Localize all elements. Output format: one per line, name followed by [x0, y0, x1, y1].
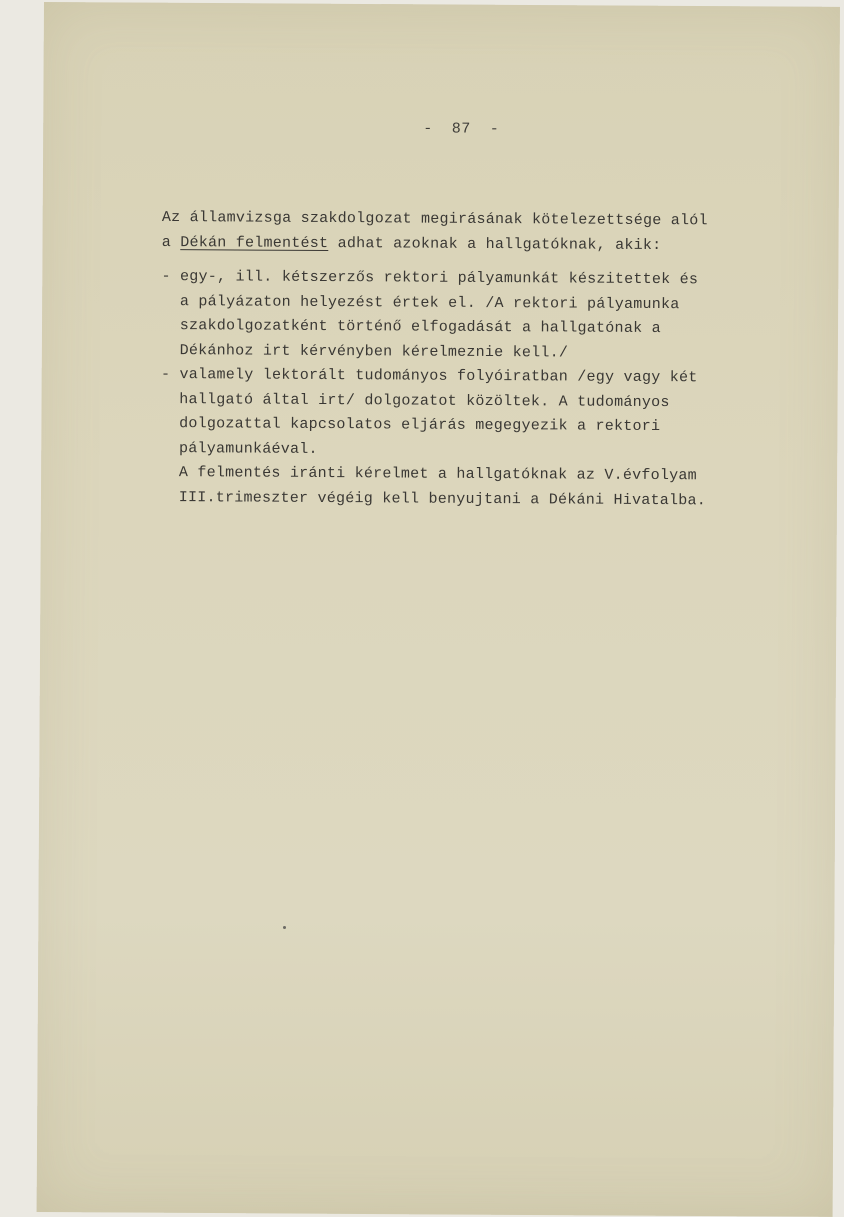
intro-line-2-suffix: adhat azoknak a hallgatóknak, akik: — [337, 234, 662, 254]
item-1-line-2: a pályázaton helyezést értek el. /A rektori pályamunka — [161, 292, 680, 313]
item-1-line-1: - egy-, ill. kétszerzős rektori pályamunkát készitettek és — [161, 267, 699, 289]
item-2-line-4: pályamunkáéval. — [160, 439, 318, 458]
item-2-line-2: hallgató által irt/ dolgozatot közöltek. A tudományos — [160, 390, 670, 411]
intro-line-2-prefix: a — [161, 233, 172, 251]
ink-speck — [283, 926, 286, 929]
intro-line-1: Az államvizsga szakdolgozat megirásának kötelezettsége alól — [161, 208, 708, 230]
closing-line-1: A felmentés iránti kérelmet a hallgatóknak az V.évfolyam — [160, 463, 698, 485]
list-item — [160, 363, 761, 465]
item-2-line-3: dolgozattal kapcsolatos eljárás megegyezik a rektori — [160, 414, 661, 436]
paper-sheet — [37, 2, 840, 1217]
page-number: - 87 - — [423, 120, 500, 138]
item-1-line-4: Dékánhoz irt kérvényben kérelmeznie kell./ — [161, 341, 569, 361]
intro-line-2 — [162, 230, 762, 258]
dean-exemption-underlined: Dékán felmentést — [180, 233, 329, 252]
closing-line-2: III.trimeszter végéig kell benyujtani a Dékáni Hivatalba. — [160, 488, 707, 509]
item-2-line-1: - valamely lektorált tudományos folyóiratban /egy vagy két — [160, 365, 698, 387]
item-1-line-3: szakdolgozatként történő elfogadását a hallgatónak a — [161, 316, 661, 338]
document-body — [160, 206, 762, 514]
list-item — [161, 265, 762, 367]
